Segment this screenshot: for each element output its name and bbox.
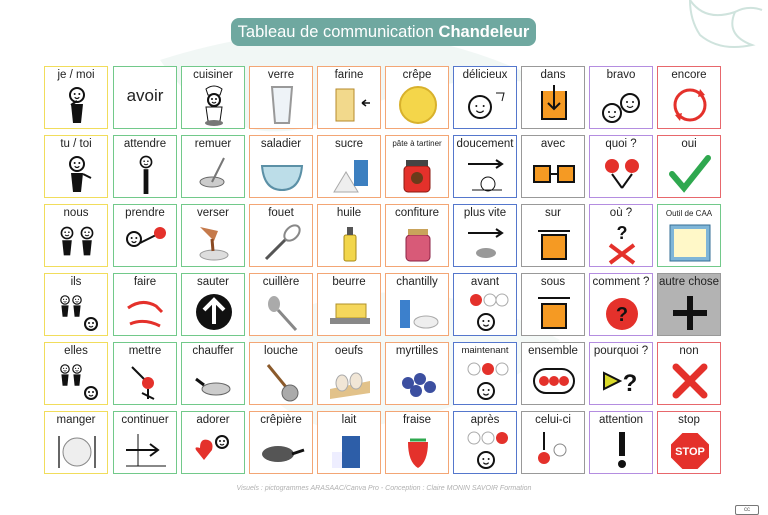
symbol-cell[interactable] — [317, 135, 381, 198]
symbol-cell[interactable] — [521, 411, 585, 474]
rabbit-icon — [462, 221, 510, 265]
how-question-icon — [598, 290, 646, 334]
symbol-cell[interactable] — [453, 204, 517, 267]
two-persons-icon — [53, 221, 101, 265]
symbol-label: louche — [264, 345, 298, 357]
stop-sign-icon — [666, 428, 714, 472]
symbol-label: prendre — [125, 207, 165, 219]
symbol-cell[interactable] — [521, 273, 585, 336]
symbol-label: myrtilles — [395, 345, 439, 357]
symbol-cell[interactable] — [317, 66, 381, 129]
symbol-label: avoir — [126, 86, 164, 105]
symbol-label: sous — [540, 276, 566, 288]
symbol-cell[interactable] — [181, 411, 245, 474]
symbol-cell[interactable] — [657, 342, 721, 405]
spread-jar-icon — [394, 152, 442, 196]
symbol-label: maintenant — [461, 345, 509, 356]
bravo-faces-icon — [598, 83, 646, 127]
communication-grid — [44, 66, 722, 478]
symbol-cell[interactable] — [44, 273, 108, 336]
now-icon — [462, 359, 510, 403]
symbol-cell[interactable] — [249, 204, 313, 267]
symbol-cell[interactable] — [453, 411, 517, 474]
symbol-label: bravo — [606, 69, 636, 81]
symbol-cell[interactable] — [317, 342, 381, 405]
put-icon — [122, 359, 170, 403]
why-icon — [598, 359, 646, 403]
symbol-label: encore — [671, 69, 707, 81]
credit-line: Visuels : pictogrammes ARASAAC/Canva Pro - Conception : Claire MONIN SAVOIR Formation — [236, 485, 532, 492]
symbol-cell[interactable] — [453, 135, 517, 198]
svg-text:?: ? — [622, 370, 638, 397]
license-badge: cc — [735, 505, 759, 515]
symbol-cell[interactable] — [657, 204, 721, 267]
group-persons-icon — [53, 290, 101, 334]
symbol-label: sauter — [197, 276, 229, 288]
symbol-cell[interactable] — [589, 411, 653, 474]
this-one-icon — [530, 428, 578, 472]
symbol-label: manger — [56, 414, 96, 426]
symbol-label: verser — [197, 207, 229, 219]
symbol-cell[interactable] — [589, 204, 653, 267]
symbol-label: crêpière — [260, 414, 302, 426]
person-self-icon — [53, 83, 101, 127]
symbol-cell[interactable] — [44, 342, 108, 405]
symbol-cell[interactable] — [249, 342, 313, 405]
symbol-cell[interactable] — [385, 342, 449, 405]
whipped-cream-icon — [394, 290, 442, 334]
aac-tool-icon — [666, 221, 714, 265]
symbol-label: huile — [336, 207, 362, 219]
symbol-cell[interactable] — [589, 66, 653, 129]
symbol-label: comment ? — [592, 276, 650, 288]
bowl-icon — [258, 152, 306, 196]
snail-icon — [462, 152, 510, 196]
symbol-label: ensemble — [528, 345, 578, 357]
continue-icon — [122, 428, 170, 472]
women-group-icon — [53, 359, 101, 403]
symbol-cell[interactable] — [385, 66, 449, 129]
symbol-cell[interactable] — [181, 135, 245, 198]
oil-bottle-icon — [326, 221, 374, 265]
symbol-label: faire — [133, 276, 157, 288]
symbol-label: chantilly — [396, 276, 438, 288]
symbol-cell[interactable] — [521, 342, 585, 405]
on-box-icon — [530, 221, 578, 265]
circular-arrows-icon — [666, 83, 714, 127]
symbol-label: fouet — [268, 207, 294, 219]
symbol-label: oui — [681, 138, 697, 150]
where-icon — [598, 221, 646, 265]
symbol-label: crêpe — [402, 69, 432, 81]
symbol-cell[interactable] — [657, 411, 721, 474]
with-boxes-icon — [530, 152, 578, 196]
symbol-label: chauffer — [192, 345, 234, 357]
stir-icon — [190, 152, 238, 196]
symbol-label: quoi ? — [605, 138, 637, 150]
plate-cutlery-icon — [53, 428, 101, 472]
hands-make-icon — [122, 290, 170, 334]
symbol-cell[interactable] — [385, 135, 449, 198]
svg-text:?: ? — [616, 223, 628, 243]
symbol-label: autre chose — [658, 276, 720, 288]
symbol-cell[interactable] — [113, 342, 177, 405]
symbol-cell[interactable] — [589, 135, 653, 198]
plus-icon — [666, 290, 714, 334]
symbol-label: ils — [70, 276, 82, 288]
symbol-label: lait — [341, 414, 357, 426]
symbol-label: oeufs — [334, 345, 364, 357]
symbol-label: non — [679, 345, 699, 357]
eggs-icon — [326, 359, 374, 403]
symbol-cell[interactable] — [44, 411, 108, 474]
heat-pan-icon — [190, 359, 238, 403]
symbol-cell[interactable] — [44, 66, 108, 129]
chef-icon — [190, 83, 238, 127]
symbol-label: cuillère — [262, 276, 300, 288]
flour-icon — [326, 83, 374, 127]
cross-icon — [666, 359, 714, 403]
symbol-cell[interactable] — [181, 273, 245, 336]
symbol-cell[interactable] — [249, 135, 313, 198]
check-icon — [666, 152, 714, 196]
symbol-cell[interactable] — [385, 204, 449, 267]
symbol-cell[interactable] — [657, 273, 721, 336]
symbol-label: continuer — [121, 414, 169, 426]
symbol-label: farine — [334, 69, 364, 81]
symbol-label: plus vite — [463, 207, 507, 219]
symbol-cell[interactable] — [181, 66, 245, 129]
symbol-label: nous — [63, 207, 89, 219]
symbol-cell[interactable] — [249, 66, 313, 129]
symbol-label: sucre — [334, 138, 364, 150]
symbol-cell[interactable] — [317, 204, 381, 267]
strawberry-icon — [394, 428, 442, 472]
symbol-label: dans — [540, 69, 566, 81]
symbol-cell[interactable] — [181, 342, 245, 405]
symbol-cell[interactable] — [453, 273, 517, 336]
symbol-label: elles — [64, 345, 88, 357]
symbol-label: saladier — [260, 138, 302, 150]
symbol-cell[interactable] — [113, 411, 177, 474]
symbol-label: attendre — [123, 138, 167, 150]
symbol-cell[interactable] — [521, 66, 585, 129]
crepe-icon — [394, 83, 442, 127]
symbol-label: confiture — [394, 207, 440, 219]
symbol-label: sur — [545, 207, 561, 219]
symbol-cell[interactable] — [657, 135, 721, 198]
symbol-label: pâte à tartiner — [392, 139, 442, 148]
symbol-label: verre — [267, 69, 295, 81]
symbol-cell[interactable] — [249, 273, 313, 336]
in-box-icon — [530, 83, 578, 127]
symbol-cell[interactable] — [181, 204, 245, 267]
person-you-icon — [53, 152, 101, 196]
symbol-label: après — [470, 414, 500, 426]
waiting-person-icon — [122, 152, 170, 196]
symbol-label: avant — [470, 276, 500, 288]
symbol-cell[interactable] — [113, 204, 177, 267]
symbol-label: celui-ci — [535, 414, 571, 426]
under-box-icon — [530, 290, 578, 334]
whisk-icon — [258, 221, 306, 265]
symbol-label: pourquoi ? — [593, 345, 649, 357]
symbol-label: adorer — [196, 414, 230, 426]
symbol-cell[interactable] — [113, 66, 177, 129]
blueberries-icon — [394, 359, 442, 403]
symbol-cell[interactable] — [589, 342, 653, 405]
symbol-label: cuisiner — [193, 69, 233, 81]
symbol-cell[interactable] — [657, 66, 721, 129]
glass-icon — [258, 83, 306, 127]
symbol-label: fraise — [402, 414, 432, 426]
symbol-label: délicieux — [462, 69, 508, 81]
love-icon — [190, 428, 238, 472]
spoon-icon — [258, 290, 306, 334]
symbol-cell[interactable] — [385, 273, 449, 336]
up-arrow-circle-icon — [190, 290, 238, 334]
butter-icon — [326, 290, 374, 334]
bird-logo-icon — [690, 0, 762, 47]
page-title: Tableau de communication Chandeleur — [231, 18, 536, 46]
symbol-cell[interactable] — [521, 135, 585, 198]
symbol-cell[interactable] — [317, 273, 381, 336]
symbol-cell[interactable] — [44, 204, 108, 267]
symbol-label: remuer — [194, 138, 232, 150]
symbol-cell[interactable] — [113, 135, 177, 198]
take-icon — [122, 221, 170, 265]
symbol-cell[interactable] — [521, 204, 585, 267]
ladle-icon — [258, 359, 306, 403]
what-dots-icon — [598, 152, 646, 196]
exclamation-icon — [598, 428, 646, 472]
symbol-label: Outil de CAA — [665, 209, 713, 218]
symbol-label: où ? — [609, 207, 633, 219]
crepe-pan-icon — [258, 428, 306, 472]
symbol-label: mettre — [128, 345, 162, 357]
symbol-cell[interactable] — [113, 273, 177, 336]
together-icon — [530, 359, 578, 403]
symbol-cell[interactable] — [249, 411, 313, 474]
symbol-cell[interactable] — [385, 411, 449, 474]
sugar-icon — [326, 152, 374, 196]
symbol-label: tu / toi — [60, 138, 92, 150]
symbol-cell[interactable] — [453, 66, 517, 129]
symbol-cell[interactable] — [317, 411, 381, 474]
symbol-label: je / moi — [57, 69, 95, 81]
pour-icon — [190, 221, 238, 265]
svg-text:STOP: STOP — [675, 446, 705, 458]
symbol-cell[interactable] — [453, 342, 517, 405]
before-icon — [462, 290, 510, 334]
symbol-label: attention — [598, 414, 644, 426]
milk-icon — [326, 428, 374, 472]
symbol-label: avec — [540, 138, 566, 150]
jam-jar-icon — [394, 221, 442, 265]
after-icon — [462, 428, 510, 472]
symbol-cell[interactable] — [589, 273, 653, 336]
symbol-label: doucement — [456, 138, 514, 150]
symbol-label: stop — [678, 414, 700, 426]
symbol-label: beurre — [332, 276, 366, 288]
symbol-cell[interactable] — [44, 135, 108, 198]
svg-text:?: ? — [615, 304, 629, 326]
delicious-face-icon — [462, 83, 510, 127]
